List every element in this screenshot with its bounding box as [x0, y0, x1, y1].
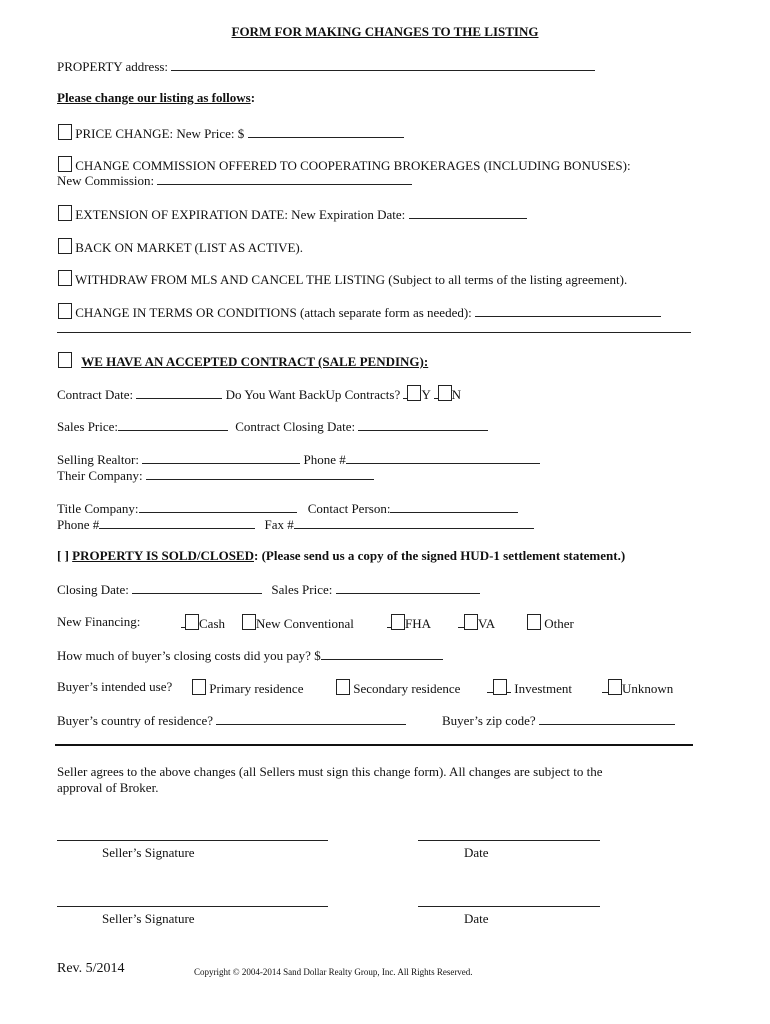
use-secondary-label: Secondary residence	[353, 681, 461, 696]
seller-signature-line-1[interactable]	[57, 840, 328, 841]
property-address-row	[57, 58, 595, 75]
seller-signature-label-1: Seller’s Signature	[102, 845, 195, 860]
country-label: Buyer’s country of residence?	[57, 713, 214, 728]
contract-date-label: Contract Date:	[57, 387, 134, 402]
country-row	[57, 712, 406, 729]
sold-closing-date-field[interactable]	[132, 581, 262, 594]
financing-conventional-label: New Conventional	[256, 616, 354, 631]
backup-question: Do You Want BackUp Contracts?	[225, 387, 401, 402]
extension-checkbox[interactable]	[58, 205, 72, 221]
title-company-label: Title Company:	[57, 501, 139, 516]
use-secondary	[336, 679, 460, 697]
form-title: FORM FOR MAKING CHANGES TO THE LISTING	[231, 24, 539, 39]
contact-person-field[interactable]	[390, 500, 518, 513]
change-heading-colon: :	[250, 90, 256, 105]
use-investment-label: Investment	[514, 681, 573, 696]
title-phone-field[interactable]	[99, 516, 255, 529]
copyright-notice: Copyright © 2004-2014 Sand Dollar Realty Group, Inc. All Rights Reserved.	[194, 967, 473, 977]
contract-heading: WE HAVE AN ACCEPTED CONTRACT (SALE PENDING):	[81, 354, 429, 369]
title-fax-field[interactable]	[294, 516, 534, 529]
sold-note: : (Please send us a copy of the signed HUD-1 settlement statement.)	[254, 548, 626, 563]
backup-yes-label: Y	[421, 387, 431, 402]
closing-costs-field[interactable]	[321, 647, 443, 660]
price-change-checkbox[interactable]	[58, 124, 72, 140]
new-commission-field[interactable]	[157, 172, 412, 185]
use-investment	[487, 679, 572, 697]
closing-costs-row	[57, 647, 443, 664]
financing-fha-label: FHA	[405, 616, 432, 631]
price-change-row	[58, 124, 404, 142]
commission-checkbox[interactable]	[58, 156, 72, 172]
use-primary-label: Primary residence	[209, 681, 304, 696]
financing-other-checkbox[interactable]	[527, 614, 541, 630]
withdraw-row	[58, 270, 627, 288]
selling-realtor-field[interactable]	[142, 451, 300, 464]
revision-label: Rev. 5/2014	[57, 961, 125, 976]
commission-label: CHANGE COMMISSION OFFERED TO COOPERATING BROKERAGES (INCLUDING BONUSES):	[75, 158, 631, 173]
financing-va-checkbox[interactable]	[464, 614, 478, 630]
use-unknown-label: Unknown	[622, 681, 674, 696]
use-unknown-checkbox[interactable]	[608, 679, 622, 695]
sold-heading: PROPERTY IS SOLD/CLOSED	[72, 548, 254, 563]
expiration-date-field[interactable]	[409, 206, 527, 219]
new-price-field[interactable]	[248, 125, 404, 138]
intended-use-label: Buyer’s intended use?	[57, 679, 173, 694]
sold-closing-date-label: Closing Date:	[57, 582, 129, 597]
extension-label: EXTENSION OF EXPIRATION DATE: New Expiration Date:	[75, 207, 406, 222]
date-label-2: Date	[464, 911, 489, 926]
back-on-market-label: BACK ON MARKET (LIST AS ACTIVE).	[75, 240, 304, 255]
property-address-field[interactable]	[171, 58, 595, 71]
zip-label: Buyer’s zip code?	[442, 713, 536, 728]
contract-sales-price-label: Sales Price:	[57, 419, 119, 434]
zip-field[interactable]	[539, 712, 675, 725]
financing-va	[458, 614, 495, 632]
title-phone-label: Phone #	[57, 517, 100, 532]
use-secondary-checkbox[interactable]	[336, 679, 350, 695]
financing-other	[527, 614, 574, 632]
their-company-field[interactable]	[146, 467, 374, 480]
withdraw-label: WITHDRAW FROM MLS AND CANCEL THE LISTING (Subject to all terms of the listing agreement).	[75, 272, 628, 287]
sold-sales-price-label: Sales Price:	[271, 582, 333, 597]
section-divider	[55, 744, 693, 746]
use-investment-underline-after	[507, 680, 511, 693]
title-phone-row	[57, 516, 534, 533]
use-primary	[192, 679, 303, 697]
back-on-market-row	[58, 238, 303, 256]
financing-other-label: Other	[544, 616, 574, 631]
sold-heading-row	[57, 548, 625, 564]
zip-row	[442, 712, 675, 729]
change-heading	[57, 90, 255, 106]
financing-fha-checkbox[interactable]	[391, 614, 405, 630]
change-terms-continuation-line[interactable]	[57, 332, 691, 333]
contact-person-label: Contact Person:	[307, 501, 391, 516]
closing-costs-label: How much of buyer’s closing costs did you pay? $	[57, 648, 321, 663]
backup-no-checkbox[interactable]	[438, 385, 452, 401]
realtor-phone-label: Phone #	[303, 452, 346, 467]
title-company-field[interactable]	[139, 500, 297, 513]
financing-cash	[181, 614, 225, 632]
use-investment-checkbox[interactable]	[493, 679, 507, 695]
backup-yes-checkbox[interactable]	[407, 385, 421, 401]
selling-realtor-row	[57, 451, 540, 468]
seller-signature-label-2: Seller’s Signature	[102, 911, 195, 926]
closing-date-row	[57, 581, 480, 598]
new-commission-row	[57, 172, 412, 189]
price-change-label: PRICE CHANGE: New Price: $	[75, 126, 245, 141]
withdraw-checkbox[interactable]	[58, 270, 72, 286]
financing-conventional-checkbox[interactable]	[242, 614, 256, 630]
sold-checkbox[interactable]: [ ]	[57, 548, 69, 563]
financing-cash-checkbox[interactable]	[185, 614, 199, 630]
realtor-phone-field[interactable]	[346, 451, 540, 464]
contract-sales-price-field[interactable]	[118, 418, 228, 431]
seller-signature-line-2[interactable]	[57, 906, 328, 907]
change-terms-label: CHANGE IN TERMS OR CONDITIONS (attach separate form as needed):	[75, 305, 472, 320]
contract-checkbox[interactable]	[58, 352, 72, 368]
date-label-1: Date	[464, 845, 489, 860]
backup-no-label: N	[451, 387, 462, 402]
financing-cash-label: Cash	[199, 616, 225, 631]
financing-label: New Financing:	[57, 614, 141, 629]
property-address-label: PROPERTY address:	[57, 59, 169, 74]
title-company-row	[57, 500, 518, 517]
contract-closing-date-label: Contract Closing Date:	[235, 419, 356, 434]
extension-row	[58, 205, 527, 223]
date-line-2[interactable]	[418, 906, 600, 907]
contract-date-row	[57, 385, 461, 403]
change-terms-checkbox[interactable]	[58, 303, 72, 319]
financing-conventional	[242, 614, 354, 632]
title-fax-label: Fax #	[264, 517, 294, 532]
selling-realtor-label: Selling Realtor:	[57, 452, 139, 467]
contract-closing-date-field[interactable]	[358, 418, 488, 431]
agreement-line-1: Seller agrees to the above changes (all Sellers must sign this change form). All changes are subject to the	[57, 764, 603, 779]
sold-sales-price-field[interactable]	[336, 581, 480, 594]
back-on-market-checkbox[interactable]	[58, 238, 72, 254]
their-company-label: Their Company:	[57, 468, 143, 483]
contract-heading-row	[58, 352, 428, 370]
financing-va-label: VA	[478, 616, 496, 631]
new-commission-label: New Commission:	[57, 173, 155, 188]
use-primary-checkbox[interactable]	[192, 679, 206, 695]
date-line-1[interactable]	[418, 840, 600, 841]
use-unknown	[602, 679, 673, 697]
contract-date-field[interactable]	[136, 386, 222, 399]
change-terms-row	[58, 303, 661, 321]
their-company-row	[57, 467, 374, 484]
sales-price-row	[57, 418, 488, 435]
financing-fha	[387, 614, 431, 632]
change-heading-text: Please change our listing as follows	[57, 90, 251, 105]
change-terms-field[interactable]	[475, 304, 661, 317]
agreement-line-2: approval of Broker.	[57, 780, 159, 795]
country-field[interactable]	[216, 712, 406, 725]
